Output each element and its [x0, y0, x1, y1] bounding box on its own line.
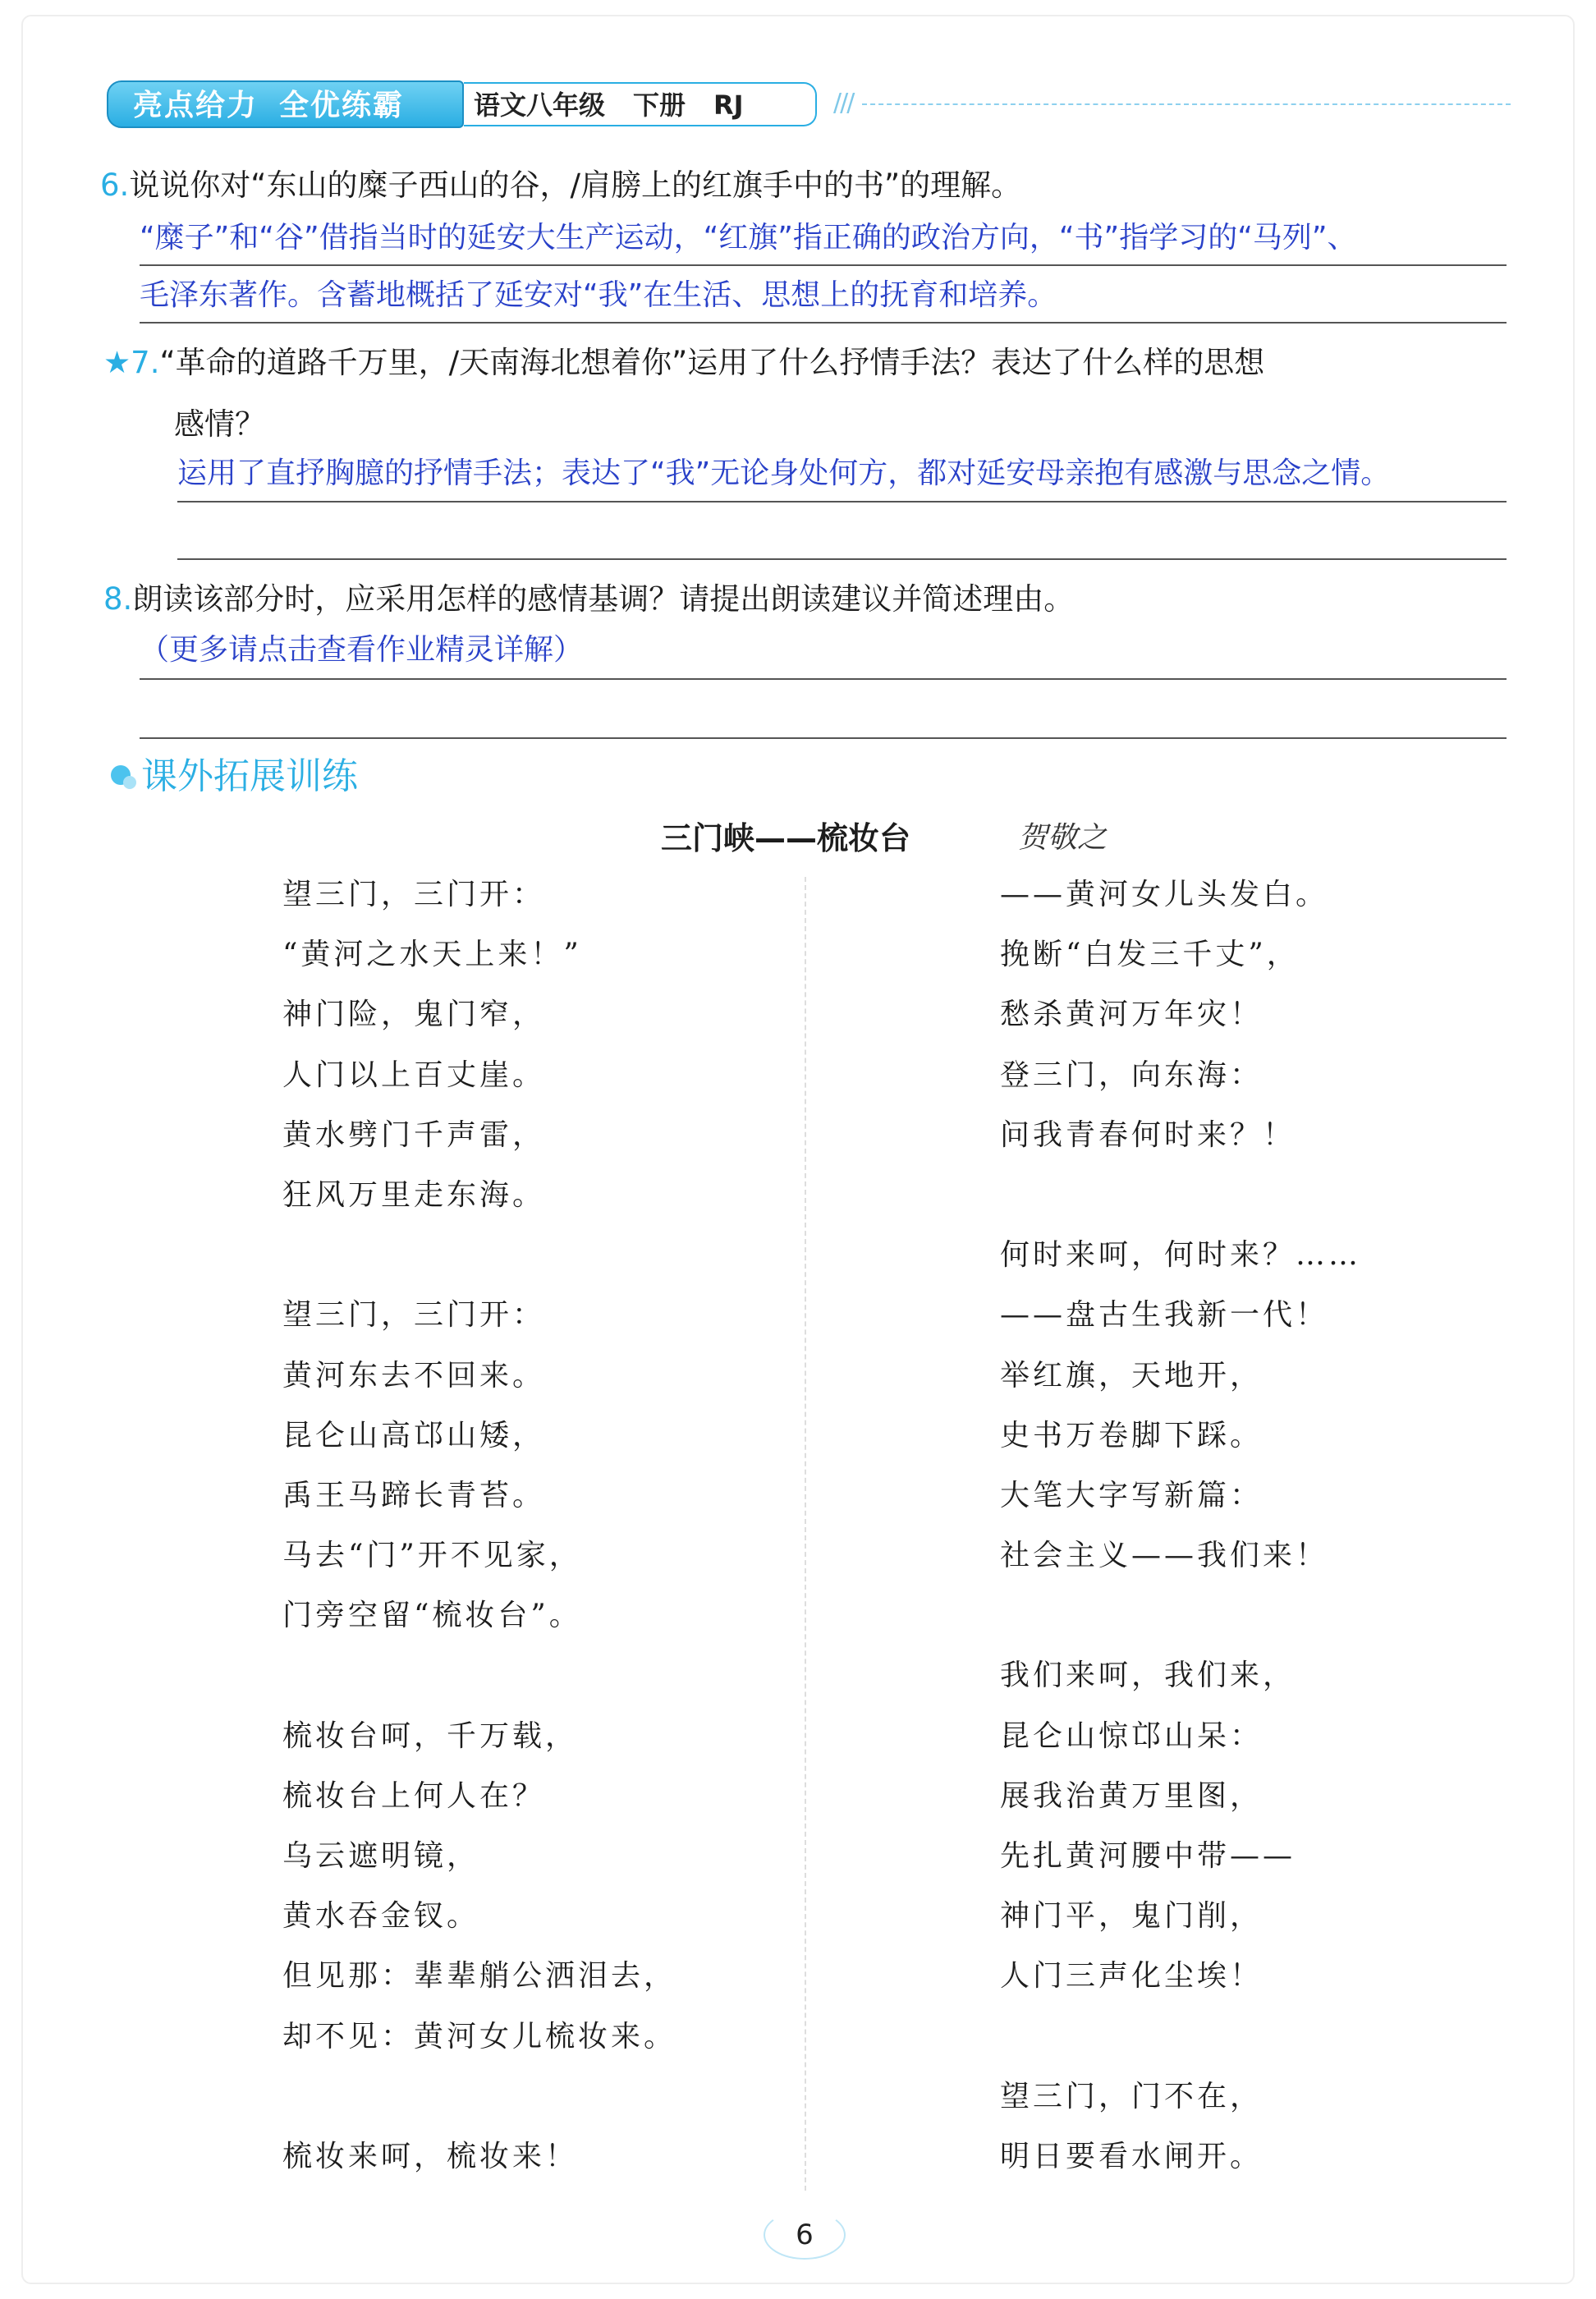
question-7-number: 7.: [131, 345, 160, 380]
answer-rule: [140, 737, 1507, 739]
question-8-answer-link[interactable]: （更多请点击查看作业精灵详解）: [140, 633, 584, 667]
question-6-text: 说说你对“东山的糜子西山的谷，/肩膀上的红旗手中的书”的理解。: [129, 167, 1022, 203]
poem-line: 望三门，门不在，: [1000, 2079, 1264, 2113]
poem-line: [282, 2077, 676, 2137]
poem-line: 乌云遮明镜，: [282, 1839, 480, 1873]
poem-line: [1000, 1596, 1361, 1656]
answer-rule: [177, 501, 1507, 502]
question-7-answer-line-1: 运用了直抒胸臆的抒情手法；表达了“我”无论身处何方，都对延安母亲抱有感激与思念之情。: [177, 457, 1391, 490]
poem-author: 贺敬之: [1018, 821, 1108, 855]
question-6-answer-line-2: 毛泽东著作。含蓄地概括了延安对“我”在生活、思想上的抚育和培养。: [140, 278, 1057, 312]
header-meta: [464, 82, 817, 126]
poem-line: 展我治黄万里图，: [1000, 1778, 1264, 1813]
poem-line: 挽断“白发三千丈”，: [1000, 938, 1300, 972]
poem-line: 我们来呵，我们来，: [1000, 1659, 1296, 1693]
poem-line: 昆仑山惊邙山呆：: [1000, 1719, 1264, 1753]
header-brand-tab: [107, 80, 464, 128]
question-8: [103, 581, 1074, 617]
section-title: 课外拓展训练: [141, 755, 358, 797]
star-icon: ★: [103, 345, 131, 380]
header-series: 全优练霸: [279, 89, 405, 122]
poem-line: 梳妆台呵，千万载，: [282, 1719, 579, 1753]
poem-line: ——盘古生我新一代！: [1000, 1298, 1329, 1333]
poem-title: 三门峡——梳妆台: [661, 820, 911, 856]
poem-line: 黄水吞金钗。: [282, 1899, 480, 1934]
header-subject: 语文八年级: [474, 89, 606, 121]
poem-line: 何时来呵，何时来？……: [1000, 1238, 1362, 1273]
poem-line: 望三门，三门开：: [282, 878, 546, 911]
poem-line: 先扎黄河腰中带——: [1000, 1839, 1296, 1873]
header-slashes: ///: [833, 89, 854, 117]
poem-line: 狂风万里走东海。: [282, 1177, 546, 1212]
poem-line: 黄水劈门千声雷，: [282, 1117, 546, 1152]
poem-line: 神门险，鬼门窄，: [282, 998, 546, 1032]
answer-rule: [140, 322, 1507, 324]
poem-line: 问我青春何时来？！: [1000, 1117, 1296, 1152]
header-volume: 下册: [633, 89, 686, 121]
poem-line: 门旁空留“梳妆台”。: [282, 1599, 582, 1633]
header-brand: 亮点给力: [133, 89, 259, 122]
poem-line: 禹王马蹄长青苔。: [282, 1478, 546, 1512]
poem-line: 登三门，向东海：: [1000, 1058, 1264, 1092]
poem-line: 昆仑山高邙山矮，: [282, 1418, 546, 1452]
page-number: 6: [796, 2219, 814, 2251]
question-6-number: 6.: [100, 167, 130, 203]
poem-line: “黄河之水天上来！”: [282, 938, 582, 972]
question-7-text: “革命的道路千万里，/天南海北想着你”运用了什么抒情手法？表达了什么样的思想: [159, 345, 1265, 380]
column-divider: [805, 877, 806, 2191]
poem-line: 史书万卷脚下踩。: [1000, 1418, 1264, 1452]
answer-rule: [177, 558, 1507, 560]
poem-line: [1000, 1176, 1361, 1236]
question-8-text: 朗读该部分时，应采用怎样的感情基调？请提出朗读建议并简述理由。: [132, 581, 1075, 617]
poem-line: 人门三声化尘埃！: [1000, 1959, 1264, 1994]
section-bullet-icon-small: [123, 776, 136, 789]
poem-line: 明日要看水闸开。: [1000, 2139, 1264, 2173]
poem-line: ——黄河女儿头发白。: [1000, 878, 1329, 911]
poem-line: 大笔大字写新篇：: [1000, 1478, 1264, 1512]
poem-line: 人门以上百丈崖。: [282, 1058, 546, 1092]
poem-line: 举红旗，天地开，: [1000, 1358, 1264, 1393]
header-edition: RJ: [713, 89, 744, 121]
poem-left-column: [282, 875, 676, 2197]
poem-line: 马去“门”开不见家，: [282, 1539, 582, 1573]
poem-line: 社会主义——我们来！: [1000, 1539, 1329, 1573]
question-7: [103, 345, 1264, 381]
poem-line: 黄河东去不回来。: [282, 1358, 546, 1393]
poem-line: 望三门，三门开：: [282, 1298, 546, 1333]
poem-line: 神门平，鬼门削，: [1000, 1899, 1264, 1934]
poem-line: 梳妆台上何人在？: [282, 1778, 546, 1813]
poem-right-column: [1000, 875, 1361, 2197]
header-dashed-line: [862, 103, 1511, 105]
question-6: [100, 167, 1021, 204]
question-7-text-cont: 感情？: [174, 406, 265, 442]
poem-line: 梳妆来呵，梳妆来！: [282, 2139, 579, 2173]
poem-line: [282, 1236, 676, 1296]
question-8-number: 8.: [103, 581, 133, 617]
poem-line: 却不见：黄河女儿梳妆来。: [282, 2019, 677, 2053]
answer-rule: [140, 264, 1507, 266]
question-6-answer-line-1: “糜子”和“谷”借指当时的延安大生产运动，“红旗”指正确的政治方向，“书”指学习的“马列”、: [140, 221, 1357, 255]
poem-line: [1000, 2017, 1361, 2077]
answer-rule: [140, 678, 1507, 680]
poem-line: [282, 1656, 676, 1716]
poem-line: 但见那：辈辈艄公洒泪去，: [282, 1959, 677, 1994]
poem-line: 愁杀黄河万年灾！: [1000, 998, 1264, 1032]
